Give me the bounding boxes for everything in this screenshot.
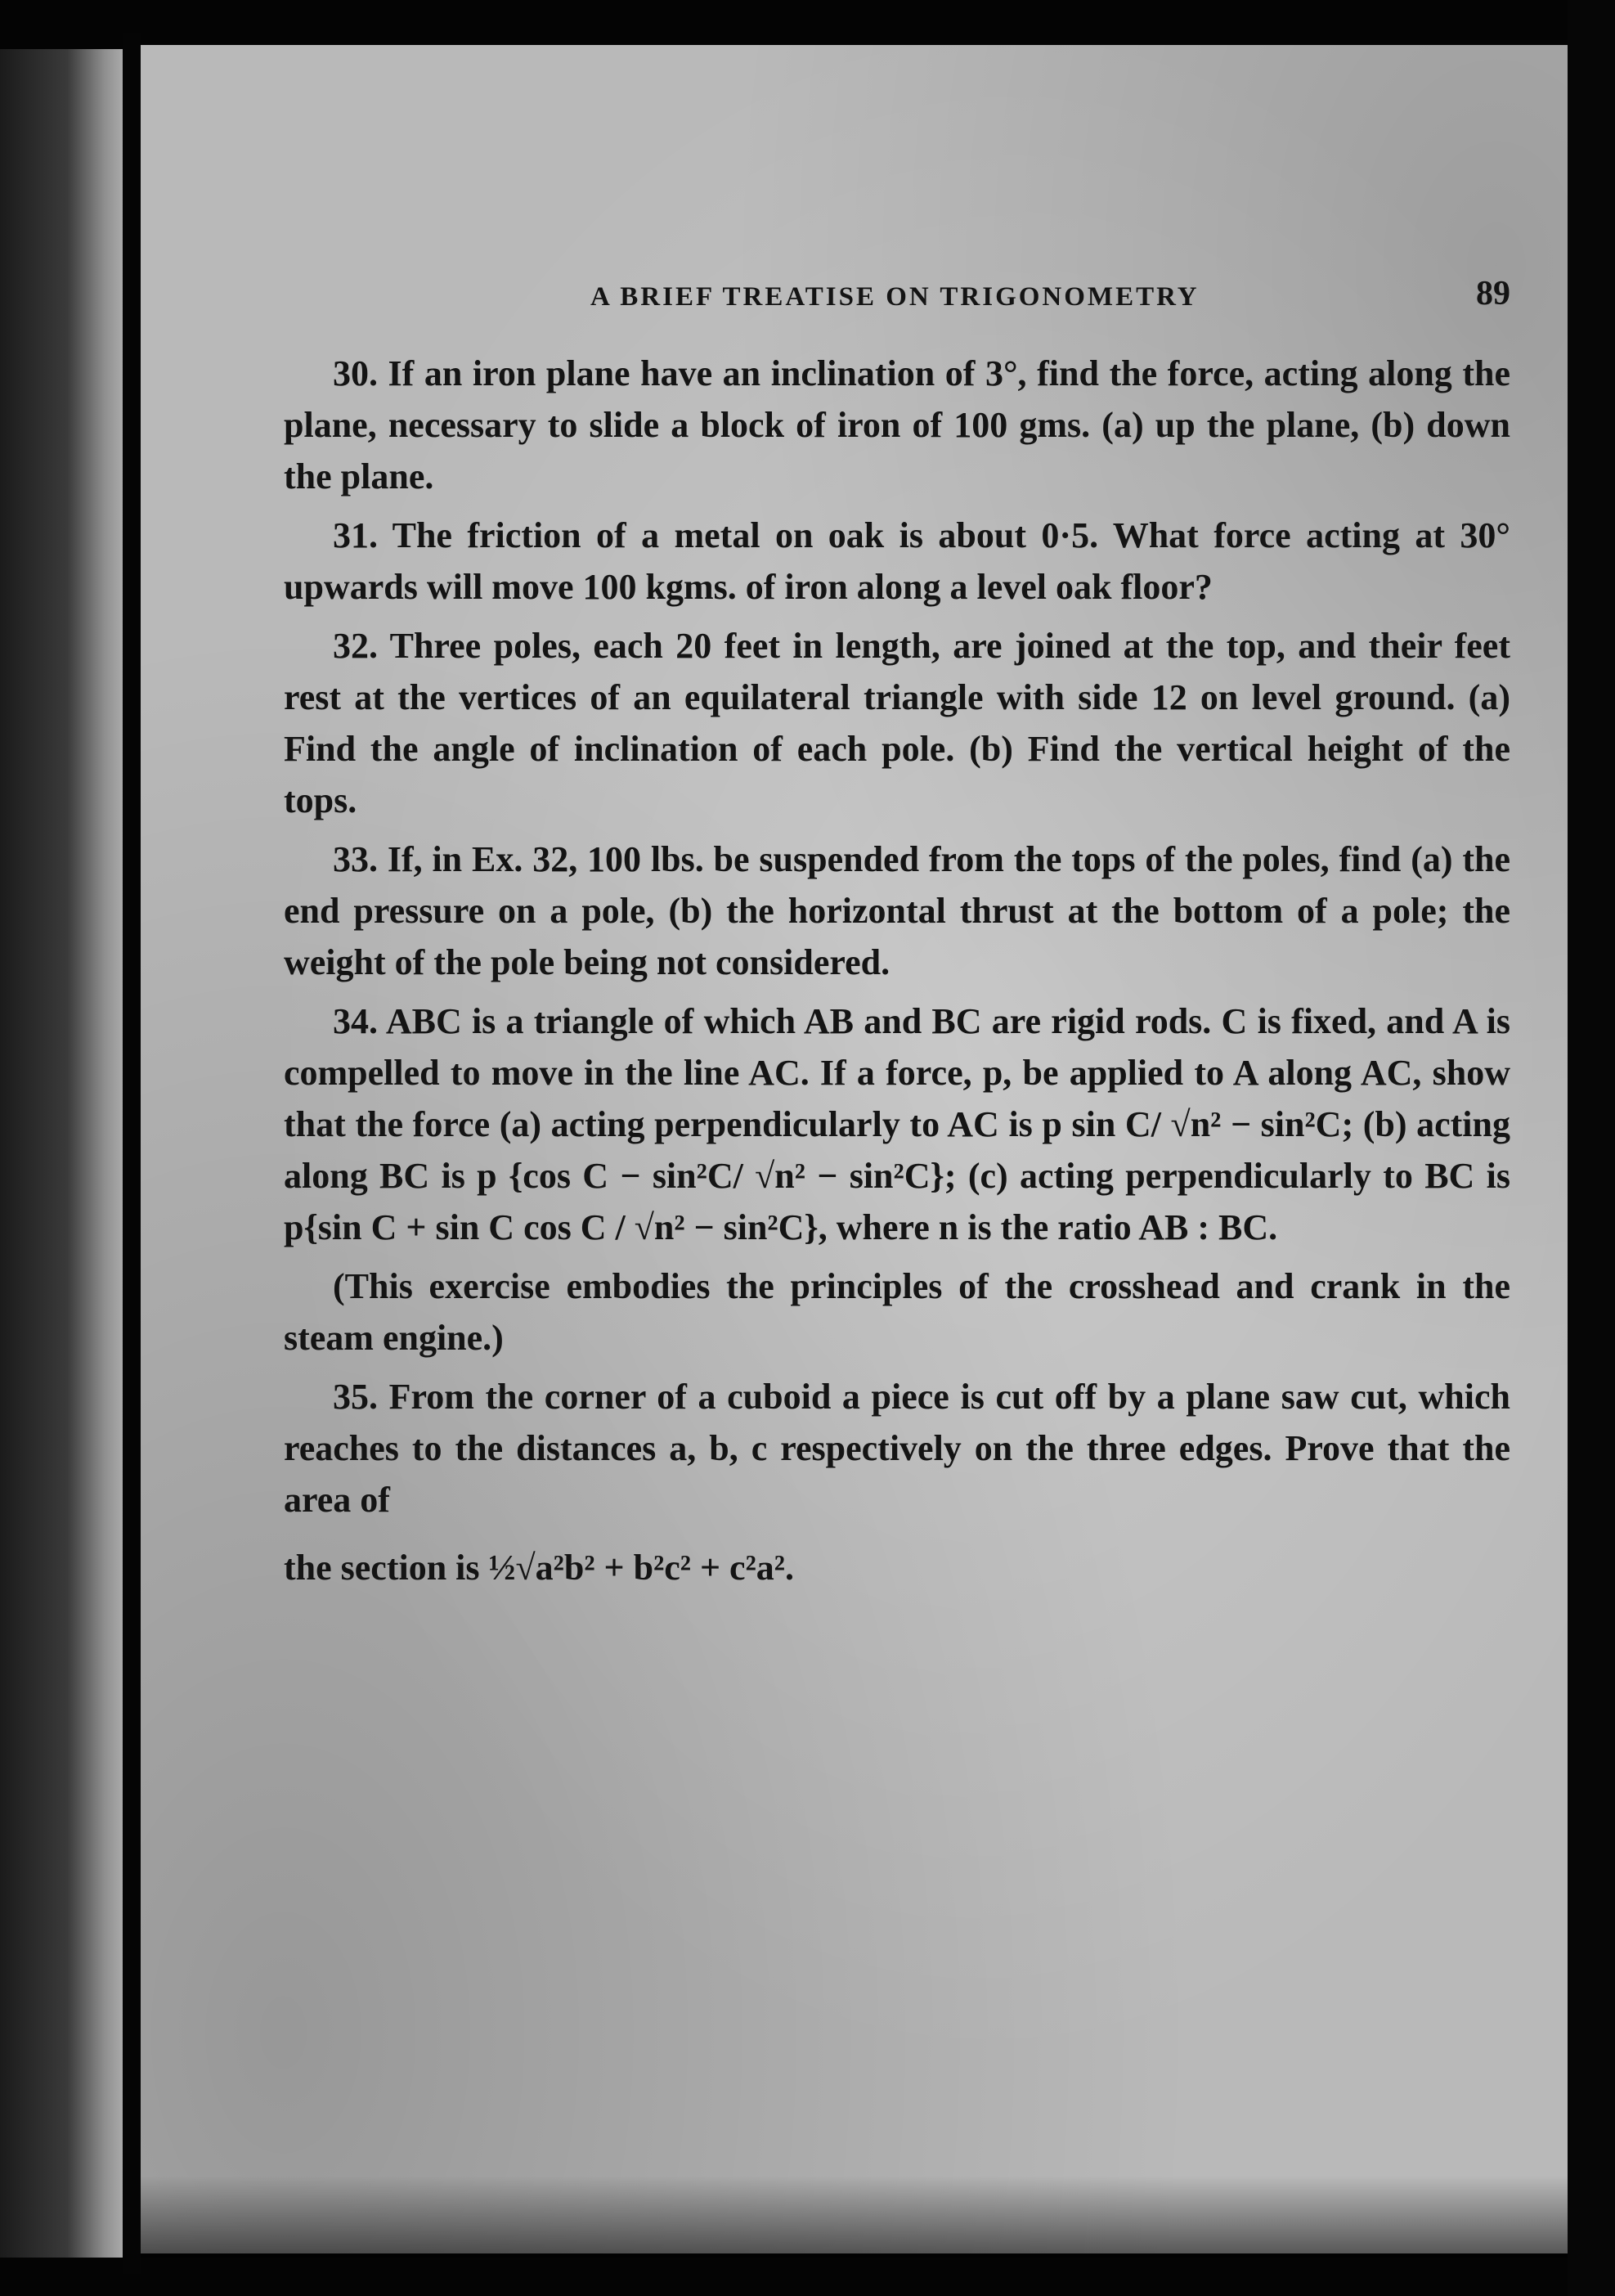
page-sheet — [141, 45, 1568, 2253]
page-bottom-shadow — [141, 2176, 1568, 2258]
exercise-35-formula: the section is ½√a²b² + b²c² + c²a². — [284, 1548, 794, 1588]
page-number: 89 — [1476, 275, 1510, 312]
exercise-34: 34. ABC is a triangle of which AB and BC are rigid rods. C is fixed, and A is compelled to move in the line AC. If a force, p, be applied to A along AC, show that the force (a) acting perpendicularly to AC is p sin C/ √n² − sin²C; (b) acting along BC is p {cos C − sin²C/ √n² − sin²C}; (c) acting perpendicularly to BC is p{sin C + sin C cos C / √n² − sin²C}, where n is the ratio AB : BC. — [284, 1001, 1510, 1247]
exercise-35: 35. From the corner of a cuboid a piece is cut off by a plane saw cut, which reaches to the distances a, b, c respectively on the three edges. Prove that the area of — [284, 1377, 1510, 1520]
exercise-34-note: (This exercise embodies the principles of the crosshead and crank in the steam engine.) — [284, 1266, 1510, 1358]
exercise-30: 30. If an iron plane have an inclination of 3°, find the force, acting along the plane, necessary to slide a block of iron of 100 gms. (a) up the plane, (b) down the plane. — [284, 353, 1510, 496]
running-title: A BRIEF TREATISE ON TRIGONOMETRY — [590, 282, 1200, 312]
exercise-31: 31. The friction of a metal on oak is about 0·5. What force acting at 30° upwards will move 100 kgms. of iron along a level oak floor? — [284, 515, 1510, 607]
facing-page-edge — [0, 49, 123, 2258]
exercise-32: 32. Three poles, each 20 feet in length, are joined at the top, and their feet rest at the vertices of an equilateral triangle with side 12 on level ground. (a) Find the angle of inclination of each pole. (b) Find the vertical height of the tops. — [284, 626, 1510, 820]
exercise-33: 33. If, in Ex. 32, 100 lbs. be suspended from the tops of the poles, find (a) the end pressure on a pole, (b) the horizontal thrust at the bottom of a pole; the weight of the pole being not considered. — [284, 839, 1510, 982]
page-header — [280, 274, 1510, 323]
scan-right-border — [1568, 0, 1615, 2296]
book-gutter — [123, 33, 141, 2274]
exercise-list — [284, 348, 1510, 1601]
